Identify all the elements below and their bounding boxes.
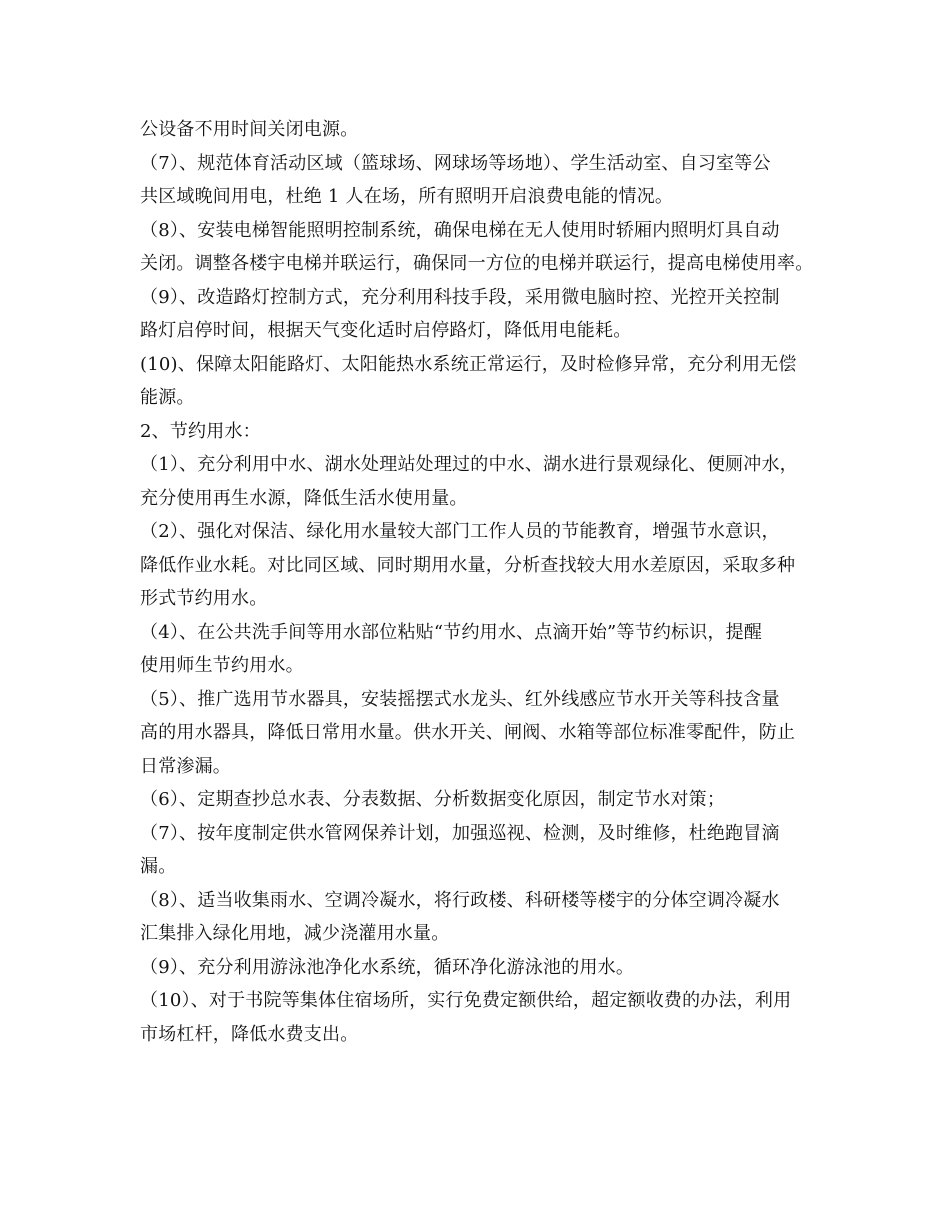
text-line: 漏。: [140, 856, 177, 877]
text-line: （5）、推广选用节水器具，安装摇摆式水龙头、红外线感应节水开关等科技含量: [140, 688, 780, 710]
text-line: （8）、安装电梯智能照明控制系统，确保电梯在无人使用时轿厢内照明灯具自动: [140, 219, 780, 241]
text-line: （9）、充分利用游泳池净化水系统，循环净化游泳池的用水。: [140, 956, 635, 978]
text-line: （10）、对于书院等集体住宿场所，实行免费定额供给，超定额收费的办法，利用: [140, 990, 792, 1011]
document-body: [140, 113, 812, 1051]
text-line: （1）、充分利用中水、湖水处理站处理过的中水、湖水进行景观绿化、便厕冲水，: [140, 454, 798, 475]
section-heading: 2、节约用水：: [140, 420, 261, 442]
text-line: 高的用水器具，降低日常用水量。供水开关、闸阀、水箱等部位标准零配件，防止: [140, 722, 796, 743]
text-line: 汇集排入绿化用地，减少浇灌用水量。: [140, 923, 450, 944]
text-line: 路灯启停时间，根据天气变化适时启停路灯，降低用电能耗。: [140, 320, 632, 341]
text-line: (10)、保障太阳能路灯、太阳能热水系统正常运行，及时检修异常，充分利用无偿: [140, 353, 797, 375]
text-line: 公设备不用时间关闭电源。: [140, 119, 359, 140]
text-line: 降低作业水耗。对比同区域、同时期用水量，分析查找较大用水差原因，采取多种: [140, 554, 796, 576]
text-line: 关闭。调整各楼宇电梯并联运行，确保同一方位的电梯并联运行，提高电梯使用率。: [140, 253, 814, 274]
text-line: （7）、按年度制定供水管网保养计划，加强巡视、检测，及时维修，杜绝跑冒滴: [140, 822, 780, 844]
text-line: 市场杠杆，降低水费支出。: [140, 1023, 359, 1045]
text-line: 形式节约用水。: [140, 588, 268, 609]
text-line: （9）、改造路灯控制方式，充分利用科技手段，采用微电脑时控、光控开关控制: [140, 286, 780, 308]
text-line: 充分使用再生水源，降低生活水使用量。: [140, 487, 468, 509]
text-line: （7）、规范体育活动区域（篮球场、网球场等场地）、学生活动室、自习室等公: [140, 152, 771, 174]
text-line: 使用师生节约用水。: [140, 655, 304, 676]
text-line: 能源。: [140, 387, 195, 408]
text-line: 共区域晚间用电，杜绝 1 人在场，所有照明开启浪费电能的情况。: [140, 186, 674, 207]
text-line: （6）、定期查抄总水表、分表数据、分析数据变化原因，制定节水对策；: [140, 789, 726, 810]
text-line: （8）、适当收集雨水、空调冷凝水，将行政楼、科研楼等楼宇的分体空调冷凝水: [140, 889, 780, 911]
text-line: （2）、强化对保洁、绿化用水量较大部门工作人员的节能教育，增强节水意识，: [140, 521, 780, 542]
text-line: （4）、在公共洗手间等用水部位粘贴“节约用水、点滴开始”等节约标识，提醒: [140, 621, 763, 643]
text-line: 日常渗漏。: [140, 755, 231, 777]
